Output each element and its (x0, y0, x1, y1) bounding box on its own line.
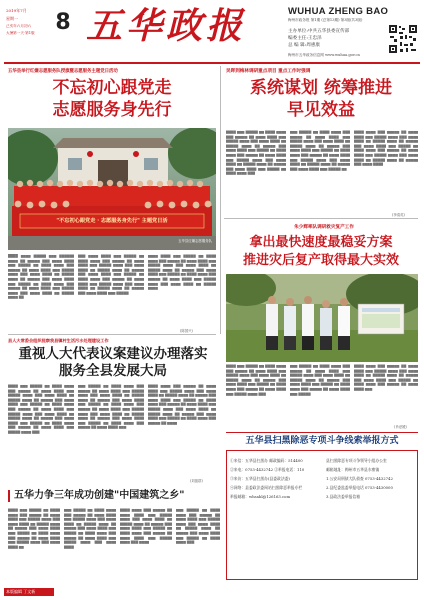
article-right-kicker: 吴晖到梅林调研重点项目 重点工作时强调 (226, 69, 311, 74)
website-line: 梅州市五华政务信息网 www.wuhua.gov.cn (288, 53, 360, 57)
report-right-item-3: 1.公安局刑侦大队侦查 0753-4432742 (326, 476, 393, 481)
article-mid-source: (肖爱媛) (394, 425, 407, 429)
bottom-headline-marker (8, 490, 10, 502)
article-left-source: (陈国兴) (180, 329, 193, 333)
article-left-body-col3: ▆▆▆▆ ▇▇▇▇ ▆▆▆ ▇▇▇▇▇ ▆▆ ▇▇▇▇ ▆▆▆▆ ▇▇▇ ▆▆▆▆▆ ▇▇ ▆▆▆▆ ▇▇▇▇ ▆▆▆ ▇▇▇▇▇ ▆▆▆▆ ▇▇▇ ▆▆▆▆ ▇▇▇▇ ▆▆ ▇▇▇▇▇ ▆▆▆▆ ▇▇ ▆▆▆▆▆ ▇▇▇ ▆▆▆▆ ▇▇▇▇ ▆▆▆ ▇▇▇▇▇ ▆▆ ▇▇▇▇ ▆▆▆▆ ▇▇▇ ▆▆▆▆▆ ▇▇ ▆▆▆▆ ▇▇▇▇ ▆▆▆ ▇▇▇▇▇ ▆▆▆▆ ▇▇▇ ▆▆▆▆ ▇▇▇▇ ▆▆ ▇▇▇▇▇ ▆▆▆▆ (148, 254, 216, 291)
article-right-source: (李清英) (392, 213, 405, 217)
article-left-kicker: 五华县举行红嫌志愿服务队授旗暨志愿服务主题党日活动 (8, 69, 118, 74)
article-right-headline-1: 系统谋划 统筹推进 (250, 78, 392, 98)
report-left-list (230, 456, 322, 501)
photo-banner-text: "不忘初心跟党走 · 志愿服务身先行" 主题党日活 (56, 218, 168, 224)
article-people-body-col2: ▆▆▆ ▇▇▇▇▇ ▆▆ ▇▇▇▇ ▆▆▆▆ ▇▇▇ ▆▆▆▆▆ ▇▇ ▆▆▆▆ ▇▇▇▇ ▆▆▆ ▇▇▇▇▇ ▆▆▆▆ ▇▇▇ ▆▆▆▆ ▇▇▇▇ ▆▆ ▇▇▇▇▇ ▆▆▆▆ ▇▇ ▆▆▆▆▆ ▇▇▇ ▆▆▆▆ ▇▇▇▇ ▆▆▆ ▇▇▇▇▇ ▆▆ ▇▇▇▇ ▆▆▆▆ ▇▇▇ ▆▆▆▆▆ ▇▇ ▆▆▆▆ ▇▇▇▇ ▆▆▆ ▇▇▇▇▇ ▆▆▆▆ ▇▇▇ ▆▆▆▆ ▇▇▇▇ ▆▆ ▇▇▇▇▇ ▆▆▆▆ ▇▇ ▆▆▆▆▆ ▇▇▇ ▆▆▆▆ ▇▇▇▇ ▆▆▆ ▇▇▇▇▇ ▆▆ ▇▇▇▇ ▆▆▆▆ ▇▇▇ ▆▆▆▆▆ ▇▇ ▆▆▆▆ ▇▇▇▇ ▆▆▆ (78, 384, 144, 430)
article-left-headline-2: 志愿服务身先行 (52, 100, 172, 120)
report-right-item-5: 3.县政法委举报信箱 (326, 494, 360, 499)
article-people-source: (刘振群) (190, 479, 203, 483)
article-mid-headline-1: 拿出最快速度最稳妥方案 (249, 235, 393, 250)
report-right-item-2: 邮箱地址：梅州市五华县水寨镇 (326, 467, 380, 472)
staff-editor: 总 编 辑:周惠康 (288, 43, 321, 48)
article-right-headline-2: 早见效益 (287, 100, 355, 120)
article-bottom-headline: 五华力争三年成功创建"中国建筑之乡" (14, 490, 185, 501)
staff-sponsor: 主办单位:中共五华县委宣传部 (288, 29, 350, 34)
report-right-list (326, 456, 416, 501)
article-people-headline-1: 重视人大代表议案建议办理落实 (18, 346, 208, 362)
article-mid-headline-2: 推进灾后复产取得最大实效 (242, 253, 399, 268)
article-people-headline-2: 服务全县发展大局 (59, 363, 167, 379)
article-people-body-col1: ▇▇▇▇ ▆▆▆ ▇▇▇▇▇ ▆▆ ▇▇▇▇ ▆▆▆▆ ▇▇▇ ▆▆▆▆▆ ▇▇ ▆▆▆▆ ▇▇▇▇ ▆▆▆ ▇▇▇▇▇ ▆▆▆▆ ▇▇▇ ▆▆▆▆ ▇▇▇▇ ▆▆ ▇▇▇▇▇ ▆▆▆▆ ▇▇ ▆▆▆▆▆ ▇▇▇ ▆▆▆▆ ▇▇▇▇ ▆▆▆ ▇▇▇▇▇ ▆▆ ▇▇▇▇ ▆▆▆▆ ▇▇▇ ▆▆▆▆▆ ▇▇ ▆▆▆▆ ▇▇▇▇ ▆▆▆ ▇▇▇▇▇ ▆▆▆▆ ▇▇▇ ▆▆▆▆ ▇▇▇▇ ▆▆ ▇▇▇▇▇ ▆▆▆▆ ▇▇ ▆▆▆▆▆ ▇▇▇ ▆▆▆▆ ▇▇▇▇ ▆▆▆ ▇▇▇▇▇ ▆▆ ▇▇▇▇ ▆▆▆▆ ▇▇▇ ▆▆▆▆▆ ▇▇ ▆▆▆▆ ▇▇▇▇ ▆▆▆ ▇▇▇▇▇ ▆▆▆▆ ▇▇▇ (8, 384, 74, 434)
article-right-body-col2: ▆▆▆ ▇▇▇▇▇ ▆▆ ▇▇▇▇ ▆▆▆▆ ▇▇▇ ▆▆▆▆▆ ▇▇ ▆▆▆▆ ▇▇▇▇ ▆▆▆ ▇▇▇▇▇ ▆▆▆▆ ▇▇▇ ▆▆▆▆ ▇▇▇▇ ▆▆ ▇▇▇▇▇ ▆▆▆▆ ▇▇ ▆▆▆▆▆ ▇▇▇ ▆▆▆▆ ▇▇▇▇ ▆▆▆ ▇▇▇▇▇ ▆▆ ▇▇▇▇ ▆▆▆▆ ▇▇▇ ▆▆▆▆▆ ▇▇ ▆▆▆▆ ▇▇▇▇ ▆▆▆ ▇▇▇▇▇ ▆▆▆▆ ▇▇▇ ▆▆▆▆ ▇▇▇▇ ▆▆ ▇▇▇▇▇ ▆▆▆▆ ▇▇ ▆▆▆▆▆ ▇▇▇ ▆▆▆▆ ▇▇▇▇ ▆▆▆ ▇▇▇▇▇ ▆▆ (290, 130, 350, 171)
article-mid-body-col2: ▆▆▆ ▇▇▇▇▇ ▆▆ ▇▇▇▇ ▆▆▆▆ ▇▇▇ ▆▆▆▆▆ ▇▇ ▆▆▆▆ ▇▇▇▇ ▆▆▆ ▇▇▇▇▇ ▆▆▆▆ ▇▇▇ ▆▆▆▆ ▇▇▇▇ ▆▆ ▇▇▇▇▇ ▆▆▆▆ ▇▇ ▆▆▆▆▆ ▇▇▇ ▆▆▆▆ ▇▇▇▇ ▆▆▆ ▇▇▇▇▇ ▆▆ ▇▇▇▇ ▆▆▆▆ ▇▇▇ ▆▆▆▆▆ ▇▇ ▆▆▆▆ ▇▇▇▇ ▆▆▆ ▇▇▇▇▇ (290, 364, 350, 396)
lunar-date-line: 己亥年六月初六 (6, 24, 32, 28)
article-bottom-body-col4: ▆▆▆ ▇▇▇▇▇ ▆▆ ▇▇▇▇ ▆▆▆▆ ▇▇▇ ▆▆▆▆▆ ▇▇ ▆▆▆▆ ▇▇▇▇ ▆▆▆ ▇▇▇▇▇ ▆▆▆▆ ▇▇▇ ▆▆▆▆ ▇▇▇▇ ▆▆ ▇▇▇▇▇ ▆▆▆▆ ▇▇ ▆▆▆▆▆ ▇▇▇ ▆▆▆▆ ▇▇▇▇ ▆▆▆ ▇▇▇▇▇ ▆▆ ▇▇▇▇ ▆▆▆▆ ▇▇▇ (176, 508, 220, 545)
volunteer-group-photo (8, 128, 216, 250)
report-right-item-1: 县扫黑除恶专项斗争领导小组办公室 (326, 458, 387, 463)
date-line: 2019年7月 (6, 8, 27, 13)
section-divider-2 (8, 334, 216, 335)
article-bottom-body-col1: ▇▇▇▇ ▆▆▆ ▇▇▇▇▇ ▆▆ ▇▇▇▇ ▆▆▆▆ ▇▇▇ ▆▆▆▆▆ ▇▇ ▆▆▆▆ ▇▇▇▇ ▆▆▆ ▇▇▇▇▇ ▆▆▆▆ ▇▇▇ ▆▆▆▆ ▇▇▇▇ ▆▆ ▇▇▇▇▇ ▆▆▆▆ ▇▇ ▆▆▆▆▆ ▇▇▇ ▆▆▆▆ ▇▇▇▇ ▆▆▆ ▇▇▇▇▇ ▆▆ ▇▇▇▇ ▆▆▆▆ ▇▇▇ ▆▆▆▆▆ ▇▇ ▆▆▆▆ ▇▇▇▇ ▆▆▆ ▇▇▇▇▇ ▆▆▆▆ ▇▇▇ ▆▆▆▆ ▇▇▇▇ ▆▆ (8, 508, 60, 549)
weekday-line: 星期一 (6, 16, 18, 21)
column-divider (220, 66, 221, 334)
article-left-body-col2: ▇▇▇ ▆▆▆▆ ▇▇▇▇ ▆▆▆ ▇▇▇▇▇ ▆▆ ▇▇▇▇ ▆▆▆▆ ▇▇▇ ▆▆▆▆▆ ▇▇ ▆▆▆▆ ▇▇▇▇ ▆▆▆ ▇▇▇▇▇ ▆▆▆▆ ▇▇▇ ▆▆▆▆ ▇▇▇▇ ▆▆ ▇▇▇▇▇ ▆▆▆▆ ▇▇ ▆▆▆▆▆ ▇▇▇ ▆▆▆▆ ▇▇▇▇ ▆▆▆ ▇▇▇▇▇ ▆▆ ▇▇▇▇ ▆▆▆▆ ▇▇▇ ▆▆▆▆▆ ▇▇ ▆▆▆▆ ▇▇▇▇ ▆▆▆ ▇▇▇▇▇ ▆▆▆▆ ▇▇▇ ▆▆▆▆ ▇▇▇▇ ▆▆ ▇▇▇▇▇ ▆▆▆▆ ▇▇ ▆▆▆▆▆ ▇▇▇ ▆▆▆▆ ▇▇▇▇ ▆▆▆ ▇▇▇▇▇ (78, 254, 144, 295)
article-bottom-body-col2: ▆▆▆ ▇▇▇▇▇ ▆▆ ▇▇▇▇ ▆▆▆▆ ▇▇▇ ▆▆▆▆▆ ▇▇ ▆▆▆▆ ▇▇▇▇ ▆▆▆ ▇▇▇▇▇ ▆▆▆▆ ▇▇▇ ▆▆▆▆ ▇▇▇▇ ▆▆ ▇▇▇▇▇ ▆▆▆▆ ▇▇ ▆▆▆▆▆ ▇▇▇ ▆▆▆▆ ▇▇▇▇ ▆▆▆ ▇▇▇▇▇ ▆▆ ▇▇▇▇ ▆▆▆▆ ▇▇▇ ▆▆▆▆▆ ▇▇ ▆▆▆▆ ▇▇▇▇ ▆▆▆ ▇▇▇▇▇ ▆▆▆▆ ▇▇▇ ▆▆▆▆ ▇▇▇▇ (64, 508, 116, 549)
article-people-kicker: 县人大常委会组织视察我县镇村生活污水处理建设工作 (8, 338, 109, 343)
qr-code-icon (388, 24, 418, 54)
article-mid-kicker: 朱少辉率队调研救灾复产工作 (294, 225, 354, 230)
photo-caption: 五华县红嫌志愿服务队 (178, 239, 212, 243)
article-left-headline-1: 不忘初心跟党走 (52, 78, 172, 98)
report-left-item-1: ①来信：五华县扫黑办 邮政编码：514400 (230, 458, 303, 463)
article-mid-body-col1: ▇▇▇▇ ▆▆▆ ▇▇▇▇▇ ▆▆ ▇▇▇▇ ▆▆▆▆ ▇▇▇ ▆▆▆▆▆ ▇▇ ▆▆▆▆ ▇▇▇▇ ▆▆▆ ▇▇▇▇▇ ▆▆▆▆ ▇▇▇ ▆▆▆▆ ▇▇▇▇ ▆▆ ▇▇▇▇▇ ▆▆▆▆ ▇▇ ▆▆▆▆▆ ▇▇▇ ▆▆▆▆ ▇▇▇▇ ▆▆▆ ▇▇▇▇▇ ▆▆ ▇▇▇▇ ▆▆▆▆ ▇▇▇ ▆▆▆▆▆ ▇▇ ▆▆▆▆ ▇▇▇▇ ▆▆▆ ▇▇▇▇▇ ▆▆▆▆ ▇▇▇ (226, 364, 286, 396)
article-mid-body-col3: ▇▇▇▇ ▆▆▆▆ ▇▇▇ ▆▆▆▆▆ ▇▇ ▆▆▆▆ ▇▇▇▇ ▆▆▆ ▇▇▇▇▇ ▆▆▆▆ ▇▇▇ ▆▆▆▆ ▇▇▇▇ ▆▆ ▇▇▇▇▇ ▆▆▆▆ ▇▇ ▆▆▆▆▆ ▇▇▇ ▆▆▆▆ ▇▇▇▇ ▆▆▆ ▇▇▇▇▇ ▆▆ ▇▇▇▇ ▆▆▆▆ ▇▇▇ ▆▆▆▆▆ ▇▇ ▆▆▆▆ ▇▇▇▇ ▆▆▆ (354, 364, 418, 391)
report-box-title: 五华县扫黑除恶专项斗争线索举报方式 (245, 436, 399, 446)
newspaper-logo: 五华政报 (86, 5, 247, 47)
report-left-item-5: 举报邮箱：whsahl@126163.com (230, 494, 291, 499)
article-right-body-col3: ▇▇▇▇ ▆▆▆▆ ▇▇▇ ▆▆▆▆▆ ▇▇ ▆▆▆▆ ▇▇▇▇ ▆▆▆ ▇▇▇▇▇ ▆▆▆▆ ▇▇▇ ▆▆▆▆ ▇▇▇▇ ▆▆ ▇▇▇▇▇ ▆▆▆▆ ▇▇ ▆▆▆▆▆ ▇▇▇ ▆▆▆▆ ▇▇▇▇ ▆▆▆ ▇▇▇▇▇ ▆▆ ▇▇▇▇ ▆▆▆▆ ▇▇▇ ▆▆▆▆▆ ▇▇ ▆▆▆▆ ▇▇▇▇ ▆▆▆ ▇▇▇▇▇ ▆▆▆▆ ▇▇▇ ▆▆▆▆ ▇▇▇▇ ▆▆ ▇▇▇▇▇ ▆▆▆▆ ▇▇ ▆▆▆▆▆ ▇▇▇ ▆▆▆▆ ▇▇▇▇ (354, 130, 418, 167)
edition-line: 大暑第一天·第1版 (6, 31, 35, 35)
masthead-divider (4, 62, 420, 64)
article-people-body-col3: ▇▇▇▇ ▆▆▆▆ ▇▇▇ ▆▆▆▆▆ ▇▇ ▆▆▆▆ ▇▇▇▇ ▆▆▆ ▇▇▇▇▇ ▆▆▆▆ ▇▇▇ ▆▆▆▆ ▇▇▇▇ ▆▆ ▇▇▇▇▇ ▆▆▆▆ ▇▇ ▆▆▆▆▆ ▇▇▇ ▆▆▆▆ ▇▇▇▇ ▆▆▆ ▇▇▇▇▇ ▆▆ ▇▇▇▇ ▆▆▆▆ ▇▇▇ ▆▆▆▆▆ ▇▇ ▆▆▆▆ ▇▇▇▇ ▆▆▆ ▇▇▇▇▇ ▆▆▆▆ ▇▇▇ ▆▆▆▆ ▇▇▇▇ ▆▆ ▇▇▇▇▇ ▆▆▆▆ ▇▇ ▆▆▆▆▆ ▇▇▇ ▆▆▆▆ ▇▇▇▇ ▆▆▆ ▇▇▇▇▇ ▆▆ ▇▇▇▇ ▆▆▆▆ ▇▇▇ ▆▆▆▆▆ ▇▇ ▆▆▆▆ (148, 384, 216, 425)
article-bottom-body-col3: ▇▇▇▇ ▆▆▆▆ ▇▇▇ ▆▆▆▆▆ ▇▇ ▆▆▆▆ ▇▇▇▇ ▆▆▆ ▇▇▇▇▇ ▆▆▆▆ ▇▇▇ ▆▆▆▆ ▇▇▇▇ ▆▆ ▇▇▇▇▇ ▆▆▆▆ ▇▇ ▆▆▆▆▆ ▇▇▇ ▆▆▆▆ ▇▇▇▇ ▆▆▆ ▇▇▇▇▇ ▆▆ ▇▇▇▇ ▆▆▆▆ ▇▇▇ ▆▆▆▆▆ ▇▇ ▆▆▆▆ ▇▇▇▇ ▆▆▆ ▇▇▇▇▇ ▆▆▆▆ ▇▇▇ ▆▆▆▆ (120, 508, 172, 545)
report-left-item-2: ②来电：0753-4432742 ②举报电话：110 (230, 467, 305, 472)
report-left-item-3: ③来访：五华县扫黑办(县委政法委) (230, 476, 290, 481)
inspection-photo (226, 274, 418, 362)
article-left-body-col1: ████ ▆▆▆▆ ▇▇▇▇▇ ▆▆▆ ▇▇▇▇▇▇ ▆▆▆▆ ▇▇ ▆▆▆▆▆ ▇▇▇ ▆▆▆▆ ▇▇▇▇ ▆▆▆ ▇▇▇▇▇ ▆▆ ▇▇▇▇ ▆▆▆▆ ▇▇▇ ▆▆▆▆▆ ▇▇ ▆▆▆▆ ▇▇▇▇ ▆▆▆ ▇▇▇▇▇ ▆▆▆▆ ▇▇▇ ▆▆▆▆ ▇▇▇▇ ▆▆ ▇▇▇▇▇ ▆▆▆▆ ▇▇ ▆▆▆▆▆ ▇▇▇ ▆▆▆▆ ▇▇▇▇ ▆▆▆ ▇▇▇▇▇ ▆▆ ▇▇▇▇ ▆▆▆▆ ▇▇▇ ▆▆▆▆▆ ▇▇ ▆▆▆▆ ▇▇▇▇ ▆▆▆ ▇▇▇▇▇ ▆▆▆▆ ▇▇▇ ▆▆▆▆ ▇▇▇▇ ▆▆ ▇▇▇▇▇ ▆▆▆▆ ▇▇ (8, 254, 74, 300)
report-right-item-4: 2.县纪委监委举报电话 0753-4430000 (326, 485, 393, 490)
section-divider (224, 218, 418, 219)
newspaper-pinyin: WUHUA ZHENG BAO (288, 6, 389, 17)
report-left-item-4: ④网络：县委政法委网站扫黑除恶举报专栏 (230, 485, 303, 490)
footer-editor-tag: 本版编辑 丁文新 (6, 589, 36, 594)
page-number: 8 (55, 10, 71, 35)
article-right-body-col1: ▇▇▇▇ ▆▆▆ ▇▇▇▇▇ ▆▆ ▇▇▇▇ ▆▆▆▆ ▇▇▇ ▆▆▆▆▆ ▇▇ ▆▆▆▆ ▇▇▇▇ ▆▆▆ ▇▇▇▇▇ ▆▆▆▆ ▇▇▇ ▆▆▆▆ ▇▇▇▇ ▆▆ ▇▇▇▇▇ ▆▆▆▆ ▇▇ ▆▆▆▆▆ ▇▇▇ ▆▆▆▆ ▇▇▇▇ ▆▆▆ ▇▇▇▇▇ ▆▆ ▇▇▇▇ ▆▆▆▆ ▇▇▇ ▆▆▆▆▆ ▇▇ ▆▆▆▆ ▇▇▇▇ ▆▆▆ ▇▇▇▇▇ ▆▆▆▆ ▇▇▇ ▆▆▆▆ ▇▇▇▇ ▆▆ ▇▇▇▇▇ ▆▆▆▆ ▇▇ ▆▆▆▆▆ ▇▇▇ ▆▆▆▆ ▇▇▇▇ ▆▆▆ ▇▇▇▇▇ ▆▆ ▇▇▇▇ ▆▆▆▆ ▇▇▇ (226, 130, 286, 176)
issue-info: 梅州市政务报 第1期 (总第13期) 第3版(共3版) (288, 18, 363, 22)
staff-director: 编委主任:王忠泽 (288, 36, 322, 41)
